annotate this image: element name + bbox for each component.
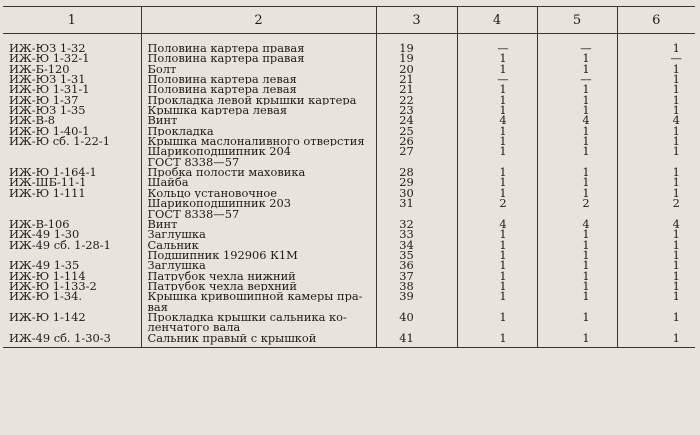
part-code-cell [3,157,141,167]
quantity-cell: 1 [617,312,695,322]
table-row [3,302,695,312]
figure-number-cell: 25 [376,126,457,136]
quantity-cell: 4 [457,219,537,229]
part-code-cell: ИЖ-Ю 1-31-1 [9,84,90,95]
quantity-cell: 2 [457,198,537,208]
part-name-cell: Крышка маслоналивного отверстия [141,136,376,146]
part-code-cell: ИЖ-Ю 1-37 [9,94,79,106]
quantity-cell: 1 [457,167,537,177]
quantity-cell: 4 [457,115,537,125]
quantity-cell: 1 [537,136,617,146]
quantity-cell: 1 [537,312,617,322]
figure-number-cell: 19 [376,53,457,63]
quantity-cell: 1 [537,271,617,281]
part-name-cell: Прокладка левой крышки картера [141,95,376,105]
figure-number-cell [376,209,457,219]
part-name-cell: Подшипник 192906 К1М [141,250,376,260]
table-row [3,219,695,229]
quantity-cell: 1 [457,333,537,348]
part-name-cell: Крышка кривошипной камеры пра- [141,291,376,301]
figure-number-cell: 32 [376,219,457,229]
table-row [3,291,695,301]
part-name-cell: Крышка картера левая [141,105,376,115]
table-row [3,105,695,115]
quantity-cell: — [537,74,617,84]
part-code-cell: ИЖ-Ю сб. 1-22-1 [9,136,110,147]
quantity-cell: 1 [457,105,537,115]
table-row [3,84,695,94]
figure-number-cell: 21 [376,74,457,84]
column-header: 1 [3,7,141,34]
part-code-cell: ИЖ-В-106 [9,218,70,230]
parts-table [3,6,695,348]
quantity-cell: — [617,53,695,63]
quantity-cell: 1 [617,291,695,301]
quantity-cell: 1 [537,53,617,63]
quantity-cell: 1 [457,126,537,136]
quantity-cell: 1 [537,291,617,301]
quantity-cell: 1 [457,84,537,94]
column-header: 5 [537,7,617,34]
quantity-cell: 4 [617,115,695,125]
part-name-cell: Половина картера левая [141,74,376,84]
part-name-cell: ГОСТ 8338—57 [141,209,376,219]
quantity-cell: 1 [617,177,695,187]
quantity-cell: 4 [537,219,617,229]
part-name-cell: Половина картера правая [141,34,376,54]
quantity-cell: 1 [537,240,617,250]
part-name-cell: Сальник [141,240,376,250]
quantity-cell: 1 [457,250,537,260]
quantity-cell [457,157,537,167]
part-name-cell: Сальник правый с крышкой [141,333,376,348]
quantity-cell: 1 [457,260,537,270]
quantity-cell: 1 [617,240,695,250]
quantity-cell: 1 [617,84,695,94]
quantity-cell: 4 [617,219,695,229]
quantity-cell: 1 [617,126,695,136]
table-row [3,281,695,291]
part-name-cell: Половина картера правая [141,53,376,63]
table-row [3,322,695,332]
part-code-cell [3,302,141,312]
table-row [3,34,695,54]
quantity-cell: 1 [537,167,617,177]
quantity-cell: 1 [617,64,695,74]
part-code-cell: ИЖ-ЮЗ 1-35 [9,105,86,116]
quantity-cell: 4 [537,115,617,125]
part-code-cell: ИЖ-В-8 [9,115,56,126]
table-row [3,333,695,348]
part-code-cell [3,250,141,260]
quantity-cell: 1 [457,281,537,291]
quantity-cell: 1 [617,146,695,156]
quantity-cell: 1 [617,167,695,177]
figure-number-cell: 24 [376,115,457,125]
quantity-cell: 1 [617,74,695,84]
table-row [3,64,695,74]
part-name-cell: Винт [141,115,376,125]
part-name-cell: Патрубок чехла верхний [141,281,376,291]
table-row [3,312,695,322]
figure-number-cell: 40 [376,312,457,322]
part-name-cell: Патрубок чехла нижний [141,271,376,281]
quantity-cell: 1 [617,188,695,198]
column-header: 2 [141,7,376,34]
figure-number-cell: 22 [376,95,457,105]
quantity-cell: 1 [457,136,537,146]
column-header: 3 [376,7,457,34]
quantity-cell: 1 [457,146,537,156]
figure-number-cell: 36 [376,260,457,270]
column-header: 4 [457,7,537,34]
part-code-cell: ИЖ-Ю 1-133-2 [9,280,97,292]
header-row [3,7,695,34]
quantity-cell: 1 [537,333,617,348]
quantity-cell: 1 [617,260,695,270]
figure-number-cell: 35 [376,250,457,260]
table-row [3,74,695,84]
figure-number-cell: 21 [376,84,457,94]
table-row [3,126,695,136]
part-name-cell: Шайба [141,177,376,187]
figure-number-cell: 28 [376,167,457,177]
quantity-cell [537,322,617,332]
quantity-cell [457,302,537,312]
part-name-cell: вая [141,302,376,312]
table-row [3,229,695,239]
part-name-cell: Кольцо установочное [141,188,376,198]
quantity-cell: 1 [457,53,537,63]
figure-number-cell: 41 [376,333,457,348]
part-name-cell: ленчатого вала [141,322,376,332]
part-code-cell [3,322,141,332]
quantity-cell: 1 [457,291,537,301]
quantity-cell: 1 [617,34,695,54]
part-code-cell: ИЖ-ШБ-11-1 [9,177,87,188]
figure-number-cell: 23 [376,105,457,115]
part-name-cell: Шарикоподшипник 204 [141,146,376,156]
quantity-cell: 1 [457,95,537,105]
table-row [3,146,695,156]
quantity-cell: 1 [457,229,537,239]
part-name-cell: Болт [141,64,376,74]
part-code-cell [3,209,141,219]
table-row [3,188,695,198]
part-name-cell: Прокладка крышки сальника ко- [141,312,376,322]
table-row [3,198,695,208]
figure-number-cell: 27 [376,146,457,156]
table-row [3,260,695,270]
quantity-cell [617,209,695,219]
part-name-cell: Прокладка [141,126,376,136]
quantity-cell: 1 [537,250,617,260]
figure-number-cell: 33 [376,229,457,239]
quantity-cell: 1 [457,177,537,187]
quantity-cell: — [537,34,617,54]
part-code-cell: ИЖ-Ю 1-114 [9,270,86,281]
quantity-cell: 1 [617,229,695,239]
quantity-cell: 1 [537,95,617,105]
quantity-cell: 1 [537,188,617,198]
part-name-cell: Заглушка [141,260,376,270]
quantity-cell: 1 [537,281,617,291]
part-code-cell: ИЖ-49 сб. 1-30-3 [3,333,141,348]
quantity-cell [537,209,617,219]
figure-number-cell: 31 [376,198,457,208]
part-code-cell: ИЖ-ЮЗ 1-31 [9,74,86,85]
quantity-cell: 1 [537,64,617,74]
part-name-cell: Винт [141,219,376,229]
figure-number-cell [376,322,457,332]
quantity-cell [537,302,617,312]
quantity-cell: 2 [617,198,695,208]
quantity-cell [457,209,537,219]
quantity-cell: 1 [617,281,695,291]
figure-number-cell [376,302,457,312]
part-code-cell [3,198,141,208]
table-row [3,136,695,146]
part-code-cell: ИЖ-Ю 1-34. [9,291,83,302]
quantity-cell: 1 [537,229,617,239]
quantity-cell [537,157,617,167]
part-name-cell: Заглушка [141,229,376,239]
figure-number-cell: 30 [376,188,457,198]
quantity-cell [617,322,695,332]
quantity-cell: 1 [457,271,537,281]
part-code-cell: ИЖ-Б-120 [9,63,70,75]
quantity-cell: 1 [617,250,695,260]
column-header: 6 [617,7,695,34]
table-row [3,157,695,167]
quantity-cell: 1 [537,126,617,136]
quantity-cell: 1 [537,177,617,187]
quantity-cell: 1 [537,105,617,115]
table-row [3,53,695,63]
table-row [3,167,695,177]
part-name-cell: Пробка полости маховика [141,167,376,177]
part-code-cell: ИЖ-49 1-35 [9,260,80,271]
figure-number-cell: 37 [376,271,457,281]
quantity-cell: 1 [537,146,617,156]
quantity-cell: — [457,34,537,54]
table-row [3,240,695,250]
figure-number-cell: 34 [376,240,457,250]
quantity-cell: 1 [617,95,695,105]
table-row [3,209,695,219]
quantity-cell: 1 [617,136,695,146]
figure-number-cell: 20 [376,64,457,74]
figure-number-cell: 39 [376,291,457,301]
table-row [3,250,695,260]
quantity-cell [617,157,695,167]
figure-number-cell [376,157,457,167]
part-name-cell: Половина картера левая [141,84,376,94]
table-row [3,271,695,281]
quantity-cell: 1 [617,271,695,281]
figure-number-cell: 29 [376,177,457,187]
quantity-cell: 1 [537,84,617,94]
table-row [3,177,695,187]
quantity-cell: 1 [617,105,695,115]
quantity-cell: 1 [537,260,617,270]
table-row [3,95,695,105]
quantity-cell: 1 [457,64,537,74]
quantity-cell [457,322,537,332]
part-code-cell: ИЖ-ЮЗ 1-32 [9,41,86,54]
part-code-cell: ИЖ-Ю 1-111 [9,187,86,199]
quantity-cell: 1 [457,240,537,250]
part-code-cell: ИЖ-Ю 1-40-1 [9,125,90,137]
part-code-cell: ИЖ-Ю 1-164-1 [9,167,97,178]
part-code-cell [3,146,141,156]
table-body [3,34,695,348]
quantity-cell: 1 [457,312,537,322]
quantity-cell [617,302,695,312]
figure-number-cell: 19 [376,34,457,54]
quantity-cell: 1 [457,188,537,198]
part-name-cell: ГОСТ 8338—57 [141,157,376,167]
quantity-cell: — [457,74,537,84]
part-code-cell: ИЖ-49 сб. 1-28-1 [9,239,111,250]
part-name-cell: Шарикоподшипник 203 [141,198,376,208]
figure-number-cell: 38 [376,281,457,291]
part-code-cell: ИЖ-Ю 1-32-1 [9,53,90,64]
part-code-cell: ИЖ-Ю 1-142 [9,311,86,323]
quantity-cell: 1 [617,333,695,348]
figure-number-cell: 26 [376,136,457,146]
quantity-cell: 2 [537,198,617,208]
table-row [3,115,695,125]
part-code-cell: ИЖ-49 1-30 [9,229,80,240]
